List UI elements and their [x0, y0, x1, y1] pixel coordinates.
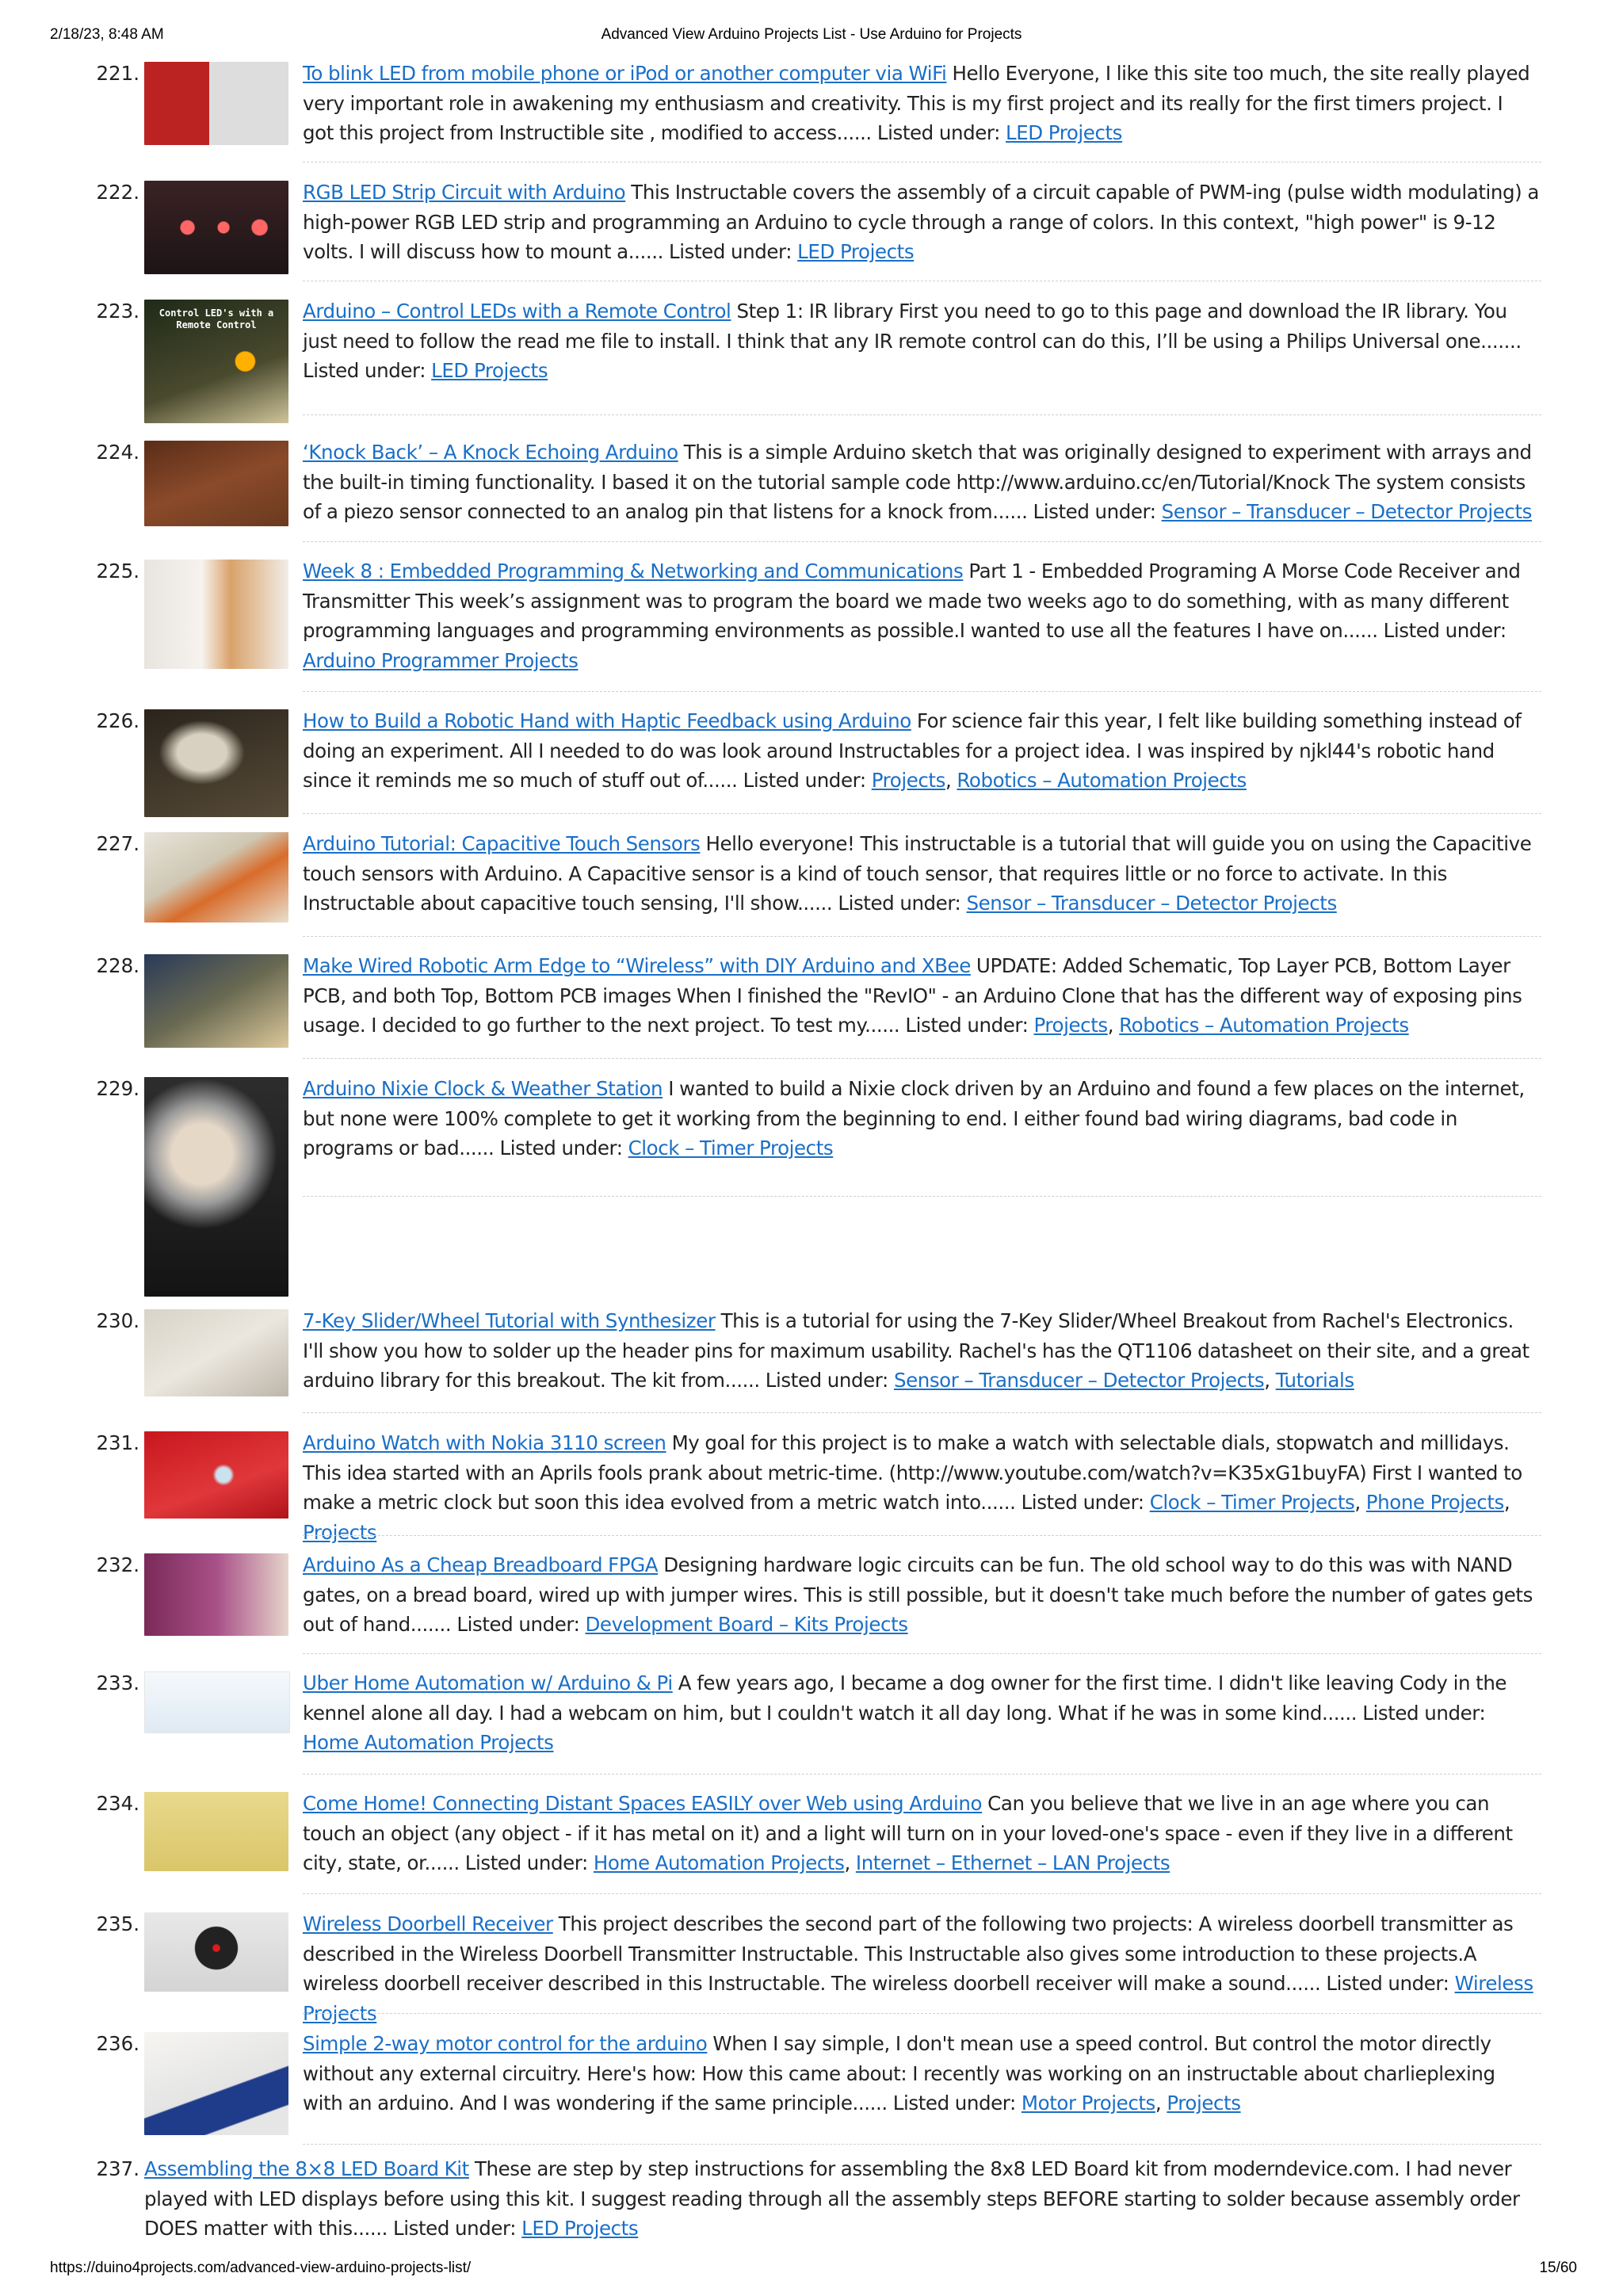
project-description: I wanted to build a Nixie clock driven by an Arduino and found a few places on the internet, but none were 100% complete to get it working from the beginning to end. I either found bad wiring diagrams, bad code in programs or bad...... Listed under:	[303, 1077, 1525, 1159]
entry-number: 234.	[96, 1792, 139, 1815]
entry-separator	[303, 541, 1541, 542]
print-url: https://duino4projects.com/advanced-view-arduino-projects-list/	[50, 2260, 472, 2276]
category-link[interactable]: Clock – Timer Projects	[628, 1137, 834, 1159]
project-thumbnail[interactable]	[144, 2032, 288, 2135]
entry-number: 227.	[96, 832, 139, 855]
entry-text: Make Wired Robotic Arm Edge to “Wireless” with DIY Arduino and XBee UPDATE: Added Schematic, Top Layer PCB, Bottom Layer PCB, and both Top, Bottom PCB images When I finished the "RevIO" - an Arduino Clone that has the different way of exposing pins usage. I decided to go further to the next project. To test my...... Listed under: Projects, Robotics – Automation Projects	[303, 954, 1522, 1037]
entry-text	[303, 556, 1539, 675]
entry-text: Arduino Watch with Nokia 3110 screen My goal for this project is to make a watch with selectable dials, stopwatch and millidays. This idea started with an Aprils fools prank about metric-time. (http://www.youtube.com/watch?v=K35xG1buyFA) First I wanted to make a metric clock but soon this idea evolved from a metric watch into...... Listed under: Clock – Timer Projects, Phone Projects, Projects	[303, 1431, 1522, 1544]
entry-text	[303, 437, 1539, 527]
entry-separator	[303, 936, 1541, 937]
project-description: This is a simple Arduino sketch that was originally designed to experiment with arrays and the built-in timing functionality. I based it on the tutorial sample code http://www.arduino.cc/en/Tutorial/Knock The system consists of a piezo sensor connected to an analog pin that listens for a knock from...... Listed under:	[303, 441, 1532, 523]
project-thumbnail[interactable]	[144, 181, 288, 274]
project-description: This project describes the second part of the following two projects: A wireless doorbell transmitter as described in the Wireless Doorbell Transmitter Instructable. This Instructable also gives some introduction to these projects.A wireless doorbell receiver described in this Instructable. The wireless doorbell receiver will make a sound...... Listed under:	[303, 1912, 1514, 1995]
project-description: UPDATE: Added Schematic, Top Layer PCB, Bottom Layer PCB, and both Top, Bottom PCB images When I finished the "RevIO" - an Arduino Clone that has the different way of exposing pins usage. I decided to go further to the next project. To test my...... Listed under:	[303, 954, 1522, 1037]
project-thumbnail[interactable]	[144, 1671, 290, 1733]
category-link[interactable]: LED Projects	[797, 240, 915, 263]
entry-separator	[303, 1196, 1541, 1197]
entry-number: 222.	[96, 181, 139, 204]
project-title-link[interactable]: How to Build a Robotic Hand with Haptic Feedback using Arduino	[303, 709, 911, 732]
entry-number: 237.	[96, 2157, 139, 2180]
project-title-link[interactable]: Uber Home Automation w/ Arduino & Pi	[303, 1671, 673, 1694]
project-description: Can you believe that we live in an age where you can touch an object (any object - if it has metal on it) and a light will turn on in your loved-one's space - even if they live in a different city, state, or...... Listed under:	[303, 1792, 1513, 1874]
category-link[interactable]: Home Automation Projects	[303, 1731, 554, 1754]
category-link[interactable]: Tutorials	[1275, 1369, 1354, 1392]
entry-text: How to Build a Robotic Hand with Haptic Feedback using Arduino For science fair this year, I felt like building something instead of doing an experiment. All I needed to do was look around Instructables for a project idea. I was inspired by njkl44's robotic hand since it reminds me so much of stuff out of...... Listed under: Projects, Robotics – Automation Projects	[303, 709, 1522, 792]
entry-text: 7-Key Slider/Wheel Tutorial with Synthesizer This is a tutorial for using the 7-Key Slider/Wheel Breakout from Rachel's Electronics. I'll show you how to solder up the header pins for maximum usability. Rachel's has the QT1106 datasheet on their site, and a great arduino library for this breakout. The kit from...... Listed under: Sensor – Transducer – Detector Projects, Tutorials	[303, 1309, 1529, 1392]
print-page-title: Advanced View Arduino Projects List - Use Arduino for Projects	[601, 26, 1022, 43]
project-title-link[interactable]: Arduino As a Cheap Breadboard FPGA	[303, 1553, 659, 1576]
entry-separator	[303, 1058, 1541, 1059]
entry-separator	[303, 1535, 1541, 1536]
entry-number: 226.	[96, 709, 139, 732]
project-description: This is a tutorial for using the 7-Key Slider/Wheel Breakout from Rachel's Electronics. I'll show you how to solder up the header pins for maximum usability. Rachel's has the QT1106 datasheet on their site, and a great arduino library for this breakout. The kit from...... Listed under:	[303, 1309, 1529, 1392]
project-title-link[interactable]: Arduino Tutorial: Capacitive Touch Sensors	[303, 832, 701, 855]
entry-number: 232.	[96, 1553, 139, 1576]
print-footer	[0, 2257, 1623, 2281]
entry-number: 230.	[96, 1309, 139, 1332]
project-thumbnail[interactable]	[144, 832, 288, 923]
project-thumbnail[interactable]	[144, 62, 288, 145]
project-thumbnail[interactable]	[144, 1431, 288, 1519]
entry-number: 228.	[96, 954, 139, 977]
entry-separator	[303, 1893, 1541, 1894]
project-thumbnail[interactable]	[144, 1912, 288, 1992]
category-link[interactable]: Development Board – Kits Projects	[585, 1613, 908, 1636]
entry-separator	[303, 1774, 1541, 1775]
entry-text	[303, 1074, 1539, 1163]
entry-text	[303, 296, 1539, 386]
print-header	[0, 24, 1623, 48]
project-thumbnail[interactable]	[144, 1553, 288, 1636]
entry-separator	[303, 2013, 1541, 2014]
project-title-link[interactable]: Assembling the 8×8 LED Board Kit	[144, 2157, 469, 2180]
entry-separator	[303, 1412, 1541, 1413]
entry-separator	[303, 1653, 1541, 1654]
project-title-link[interactable]: Week 8 : Embedded Programming & Networking and Communications	[303, 560, 964, 583]
category-link[interactable]: Robotics – Automation Projects	[957, 769, 1247, 792]
project-thumbnail[interactable]	[144, 1792, 288, 1871]
category-link[interactable]: Clock – Timer Projects	[1149, 1491, 1355, 1514]
entry-number: 223.	[96, 300, 139, 323]
category-link[interactable]: Internet – Ethernet – LAN Projects	[855, 1851, 1170, 1874]
entry-number: 235.	[96, 1912, 139, 1935]
category-link[interactable]: Motor Projects	[1021, 2092, 1155, 2115]
project-title-link[interactable]: Arduino – Control LEDs with a Remote Control	[303, 300, 731, 323]
category-link[interactable]: Phone Projects	[1365, 1491, 1504, 1514]
project-description: Designing hardware logic circuits can be fun. The old school way to do this was with NAND gates, on a bread board, wired up with jumper wires. This is still possible, but it doesn't take much before the number of gates gets out of hand....... Listed under:	[303, 1553, 1533, 1636]
entry-text	[303, 1909, 1539, 2028]
project-title-link[interactable]: Arduino Watch with Nokia 3110 screen	[303, 1431, 666, 1454]
entry-separator	[303, 2144, 1541, 2145]
category-link[interactable]: Home Automation Projects	[593, 1851, 845, 1874]
category-link[interactable]: LED Projects	[431, 359, 548, 382]
project-title-link[interactable]: Come Home! Connecting Distant Spaces EASILY over Web using Arduino	[303, 1792, 983, 1815]
entry-number: 225.	[96, 560, 139, 583]
project-description: When I say simple, I don't mean use a speed control. But control the motor directly without any external circuitry. Here's how: How this came about: I recently was working on an instructable about charlieplexing with an arduino. And I was wondering if the same principle...... Listed under:	[303, 2032, 1495, 2115]
project-title-link[interactable]: Make Wired Robotic Arm Edge to “Wireless” with DIY Arduino and XBee	[303, 954, 971, 977]
project-thumbnail[interactable]	[144, 1077, 288, 1297]
entry-text	[303, 1550, 1539, 1640]
category-link[interactable]: Projects	[303, 1520, 377, 1544]
project-title-link[interactable]: Simple 2-way motor control for the arduino	[303, 2032, 708, 2055]
category-link[interactable]: Sensor – Transducer – Detector Projects	[893, 1369, 1265, 1392]
entry-number: 224.	[96, 441, 139, 464]
entry-separator	[303, 813, 1541, 814]
project-thumbnail[interactable]	[144, 441, 288, 526]
page-number: 15/60	[1539, 2260, 1577, 2276]
category-link[interactable]: Robotics – Automation Projects	[1119, 1014, 1409, 1037]
project-description: Hello everyone! This instructable is a tutorial that will guide you on using the Capacitive touch sensors with Arduino. A Capacitive sensor is a kind of touch sensor, that requires little or no force to activate. In this Instructable about capacitive touch sensing, I'll show...... Listed under:	[303, 832, 1532, 915]
category-link[interactable]: LED Projects	[1006, 121, 1123, 144]
entry-number: 231.	[96, 1431, 139, 1454]
entry-text	[303, 829, 1539, 919]
category-link[interactable]: Sensor – Transducer – Detector Projects	[966, 892, 1337, 915]
project-thumbnail[interactable]	[144, 954, 288, 1048]
entry-text	[303, 1668, 1539, 1758]
project-thumbnail[interactable]	[144, 709, 288, 817]
project-description: These are step by step instructions for assembling the 8x8 LED Board kit from moderndevice.com. I had never played with LED displays before using this kit. I suggest reading through all the assembly steps BEFORE starting to solder because assembly order DOES matter with this...... Listed under:	[144, 2157, 1520, 2240]
entry-text	[303, 59, 1539, 148]
category-link[interactable]: Sensor – Transducer – Detector Projects	[1161, 500, 1532, 523]
project-description: Part 1 - Embedded Programing A Morse Code Receiver and Transmitter This week’s assignment was to program the board we made two weeks ago to do something, with as many different programming languages and programming environments as possible.I wanted to use all the features I have on...... Listed under:	[303, 560, 1521, 642]
project-title-link[interactable]: To blink LED from mobile phone or iPod or another computer via WiFi	[303, 62, 947, 85]
category-link[interactable]: LED Projects	[521, 2217, 639, 2240]
project-description: My goal for this project is to make a watch with selectable dials, stopwatch and millidays. This idea started with an Aprils fools prank about metric-time. (http://www.youtube.com/watch?v=K35xG1buyFA) First I wanted to make a metric clock but soon this idea evolved from a metric watch into...... Listed under:	[303, 1431, 1522, 1514]
project-title-link[interactable]: Wireless Doorbell Receiver	[303, 1912, 553, 1935]
project-description: Step 1: IR library First you need to go to this page and download the IR library. You just need to follow the read me file to install. I think that any IR remote control can do this, I’ll be using a Philips Universal one....... Listed under:	[303, 300, 1522, 382]
category-link[interactable]: Arduino Programmer Projects	[303, 648, 579, 672]
category-link[interactable]: Projects	[871, 769, 945, 792]
project-description: A few years ago, I became a dog owner for the first time. I didn't like leaving Cody in the kennel alone all day. I had a webcam on him, but I couldn't watch it all day long. What if he was in some kind...... Listed under:	[303, 1671, 1507, 1725]
entry-number: 233.	[96, 1671, 139, 1694]
entry-number: 221.	[96, 62, 139, 85]
project-thumbnail[interactable]	[144, 560, 288, 669]
entry-number: 236.	[96, 2032, 139, 2055]
thumbnail-caption: Control LED's with a Remote Control	[158, 308, 274, 330]
entry-text	[144, 2154, 1539, 2244]
print-date: 2/18/23, 8:48 AM	[50, 26, 164, 43]
category-link[interactable]: Projects	[1167, 2092, 1241, 2115]
project-thumbnail[interactable]	[144, 300, 288, 423]
project-title-link[interactable]: 7-Key Slider/Wheel Tutorial with Synthesizer	[303, 1309, 716, 1332]
project-description: This Instructable covers the assembly of a circuit capable of PWM-ing (pulse width modulating) a high-power RGB LED strip and programming an Arduino to cycle through a range of colors. In this context, "high power" is 9-12 volts. I will discuss how to mount a...... Listed under:	[303, 181, 1539, 263]
project-title-link[interactable]: RGB LED Strip Circuit with Arduino	[303, 181, 626, 204]
category-link[interactable]: Projects	[1033, 1014, 1108, 1037]
project-thumbnail[interactable]	[144, 1309, 288, 1396]
project-title-link[interactable]: ‘Knock Back’ – A Knock Echoing Arduino	[303, 441, 678, 464]
entry-number: 229.	[96, 1077, 139, 1100]
entry-separator	[303, 691, 1541, 692]
project-title-link[interactable]: Arduino Nixie Clock & Weather Station	[303, 1077, 663, 1100]
category-link[interactable]: Wireless Projects	[303, 1972, 1533, 2025]
entry-text: Come Home! Connecting Distant Spaces EASILY over Web using Arduino Can you believe that we live in an age where you can touch an object (any object - if it has metal on it) and a light will turn on in your loved-one's space - even if they live in a different city, state, or...... Listed under: Home Automation Projects, Internet – Ethernet – LAN Projects	[303, 1792, 1513, 1874]
entry-text: Simple 2-way motor control for the arduino When I say simple, I don't mean use a speed control. But control the motor directly without any external circuitry. Here's how: How this came about: I recently was working on an instructable about charlieplexing with an arduino. And I was wondering if the same principle...... Listed under: Motor Projects, Projects	[303, 2032, 1495, 2115]
project-description: For science fair this year, I felt like building something instead of doing an experiment. All I needed to do was look around Instructables for a project idea. I was inspired by njkl44's robotic hand since it reminds me so much of stuff out of...... Listed under:	[303, 709, 1522, 792]
project-description: Hello Everyone, I like this site too much, the site really played very important role in awakening my enthusiasm and creativity. This is my first project and its really for the first timers project. I got this project from Instructible site , modified to access...... Listed under:	[303, 62, 1530, 144]
entry-text	[303, 178, 1539, 267]
